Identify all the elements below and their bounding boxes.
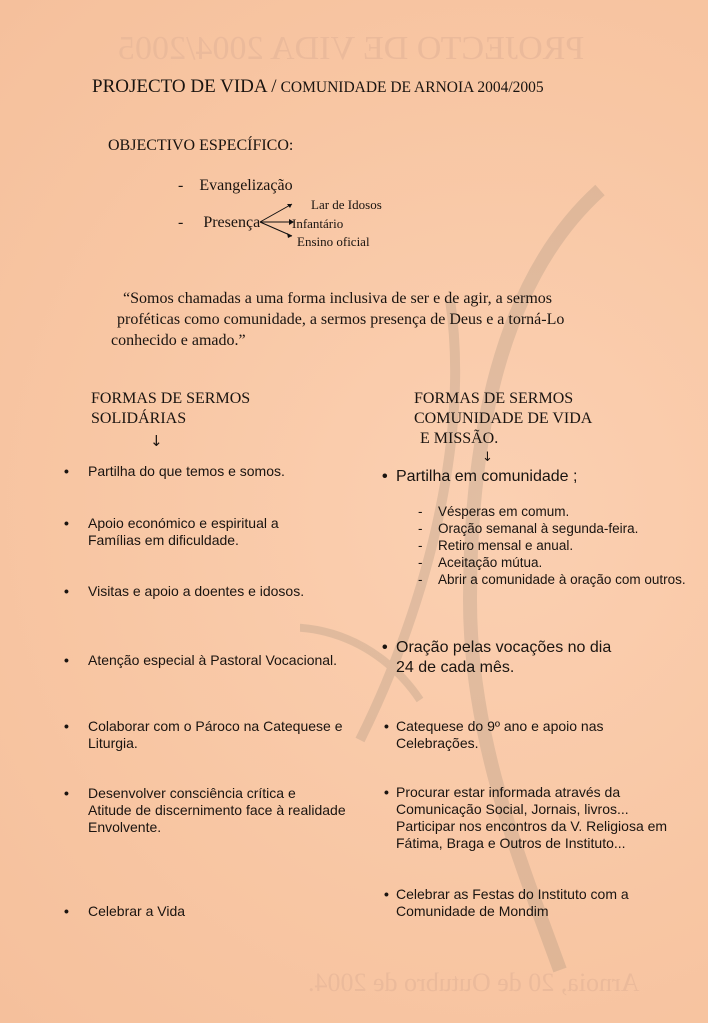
quote-line: proféticas como comunidade, a sermos presença de Deus e a torná-Lo (117, 311, 565, 328)
left-item: • Desenvolver consciência crítica e Atitude de discernimento face à realidade Envolvente. (64, 785, 346, 835)
objective-item: - Evangelização (178, 177, 293, 194)
right-item: • Procurar estar informada através da Comunicação Social, Jornais, livros... Participar nos encontros da V. Religiosa em Fátima, Braga e Outros de Instituto... (384, 784, 668, 851)
quote-line: “Somos chamadas a uma forma inclusiva de ser e de agir, a sermos (123, 290, 552, 307)
branch-arrows-icon (256, 200, 296, 240)
left-item: • Partilha do que temos e somos. (64, 463, 285, 479)
right-item: • Catequese do 9º ano e apoio nas Celebrações. (384, 718, 604, 751)
right-partilha: • Partilha em comunidade ; (382, 468, 578, 485)
left-item: • Apoio económico e espiritual a Famílias em dificuldade. (64, 515, 279, 548)
left-heading: FORMAS DE SERMOS SOLIDÁRIAS (91, 390, 251, 427)
left-item: • Colaborar com o Pároco na Catequese e Liturgia. (64, 718, 343, 751)
page-title (92, 76, 544, 98)
left-item: • Visitas e apoio a doentes e idosos. (64, 583, 305, 599)
partilha-list: - Vésperas em comum. - Oração semanal à segunda-feira. - Retiro mensal e anual. - Aceitação mútua. - Abrir a comunidade à oração com outros. (418, 504, 686, 587)
show-through-bottom: Arnoia, 20 de Outubro de 2004. (308, 968, 640, 997)
objective-heading: OBJECTIVO ESPECÍFICO: (108, 137, 294, 154)
branch-infantario: Infantário (292, 216, 344, 231)
down-arrow-icon: ↓ (482, 450, 493, 465)
quote-line: conhecido e amado.” (111, 332, 246, 349)
left-item: • Atenção especial à Pastoral Vocacional. (64, 652, 338, 668)
branch-lar-de-idosos: Lar de Idosos (311, 197, 382, 212)
title-sub: COMUNIDADE DE ARNOIA 2004/2005 (280, 79, 544, 96)
objective-item: - Presença (178, 214, 261, 231)
branch-ensino-oficial: Ensino oficial (297, 234, 370, 249)
left-item: • Celebrar a Vida (64, 903, 186, 919)
right-heading: FORMAS DE SERMOS COMUNIDADE DE VIDA E MISSÃO. (414, 390, 593, 447)
right-oracao: • Oração pelas vocações no dia 24 de cada mês. (382, 639, 612, 676)
right-item: • Celebrar as Festas do Instituto com a Comunidade de Mondim (384, 886, 629, 919)
down-arrow-icon: ↓ (150, 432, 163, 450)
title-main: PROJECTO DE VIDA / (92, 76, 277, 97)
show-through-top: PROJECTO DE VIDA 2004/2005 (118, 30, 585, 67)
